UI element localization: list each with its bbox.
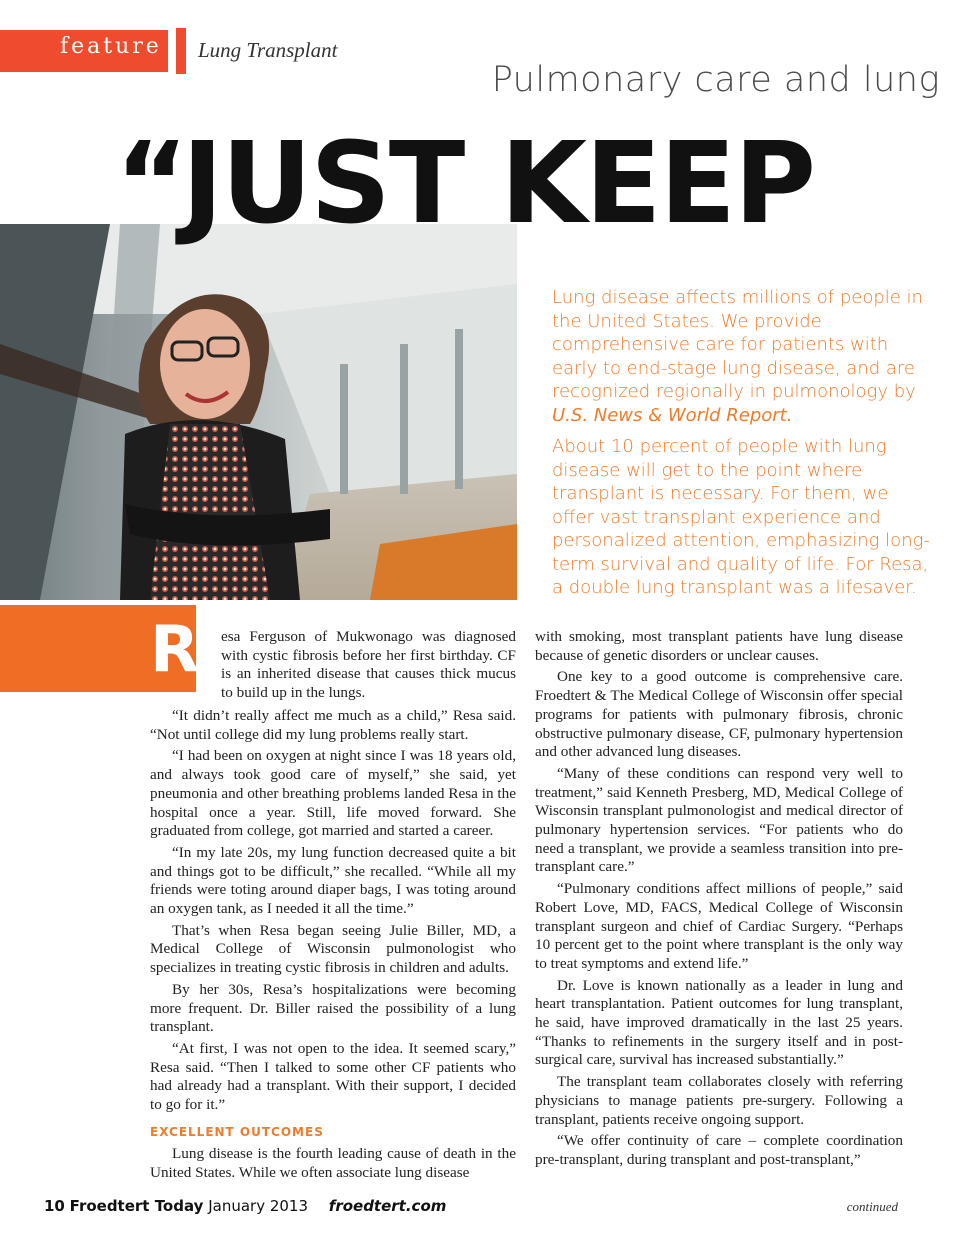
article-paragraph: “We offer continuity of care – complete coordination pre-transplant, during transplant and post-transplant,” <box>535 1132 903 1168</box>
subhead: EXCELLENT OUTCOMES <box>150 1124 324 1139</box>
article-paragraph: “At first, I was not open to the idea. It seemed scary,” Resa said. “Then I talked to some other CF patients who had already had a transplant. With their support, I decided to go for it.” <box>150 1039 516 1114</box>
article-paragraph: “Pulmonary conditions affect millions of people,” said Robert Love, MD, FACS, Medical College of Wisconsin transplant surgeon and chief of Cardiac Surgery. “Perhaps 10 percent get to the point where transplant is the only way to treat symptoms and extend life.” <box>535 880 903 972</box>
header-divider <box>176 28 186 74</box>
article-paragraph: Dr. Love is known nationally as a leader in lung and heart transplantation. Patient outcomes for lung transplant, he said, have improved dramatically in the last 25 years. “Thanks to refinements in the surgery itself and in post-surgical care, survival has increased substantially.” <box>535 976 903 1069</box>
intro-blurb <box>552 286 932 608</box>
intro-publication: U.S. News & World Report. <box>552 404 793 426</box>
article-column-1 <box>150 707 516 1186</box>
article-paragraph: “Many of these conditions can respond very well to treatment,” said Kenneth Presberg, MD, Medical College of Wisconsin transplant pulmonologist and medical director of pulmonary hypertension services. “For patients who do need a transplant, we provide a seamless transition into pre-transplant care.” <box>535 764 903 876</box>
page-number: 10 <box>44 1197 65 1215</box>
continued-note: continued <box>846 1199 898 1214</box>
page-footer <box>44 1197 446 1215</box>
magazine-name: Froedtert Today <box>69 1197 204 1215</box>
drop-cap-letter: R <box>150 613 200 687</box>
article-paragraph: with smoking, most transplant patients have lung disease because of genetic disorders or unclear causes. <box>535 628 903 664</box>
article-column-2 <box>535 628 903 1173</box>
article-paragraph: The transplant team collaborates closely with referring physicians to manage patients pre-surgery. Following a transplant, patients receive ongoing support. <box>535 1073 903 1128</box>
article-paragraph: “In my late 20s, my lung function decreased quite a bit and things got to be difficult,” she recalled. “While all my friends were toting around diaper bags, I was toting around an oxygen tank, as I needed it all the time.” <box>150 843 516 918</box>
article-paragraph: One key to a good outcome is comprehensive care. Froedtert & The Medical College of Wisconsin offer special programs for patients with pulmonary fibrosis, chronic obstructive pulmonary disease, CF, pulmonary hypertension and other advanced lung diseases. <box>535 668 903 761</box>
article-paragraph: That’s when Resa began seeing Julie Biller, MD, a Medical College of Wisconsin pulmonologist who specializes in treating cystic fibrosis in children and adults. <box>150 921 516 977</box>
intro-paragraph-1 <box>552 286 932 427</box>
intro-paragraph-2: About 10 percent of people with lung disease will get to the point where transplant is necessary. For them, we offer vast transplant experience and personalized attention, emphasizing long-term survival and quality of life. For Resa, a double lung transplant was a lifesaver. <box>552 436 930 598</box>
page-subtitle: Pulmonary care and lung <box>491 60 940 100</box>
feature-tag-label: feature <box>60 34 162 59</box>
article-paragraph: “I had been on oxygen at night since I was 18 years old, and always took good care of myself,” she said, yet pneumonia and other breathing problems landed Resa in the hospital once a year. Still, life moved forward. She graduated from college, got married and started a career. <box>150 747 516 840</box>
article-paragraph: “It didn’t really affect me much as a child,” Resa said. “Not until college did my lung problems really start. <box>150 707 516 743</box>
woman-portrait-photo <box>0 224 517 600</box>
intro-text: Lung disease affects millions of people in the United States. We provide comprehensive care for patients with early to end-stage lung disease, and are recognized regionally in pulmonology by <box>552 287 923 402</box>
article-paragraph: Lung disease is the fourth leading cause of death in the United States. While we often associate lung disease <box>150 1145 516 1182</box>
website-link[interactable]: froedtert.com <box>328 1197 447 1215</box>
section-label: Lung Transplant <box>198 38 338 62</box>
article-first-paragraph: esa Ferguson of Mukwonago was diagnosed with cystic fibrosis before her first birthday. CF is an inherited disease that causes thick mucus to build up in the lungs. <box>221 628 516 702</box>
headline: “JUST KEEP <box>115 119 815 249</box>
issue-date: January 2013 <box>208 1197 309 1215</box>
article-paragraph: By her 30s, Resa’s hospitalizations were becoming more frequent. Dr. Biller raised the possibility of a lung transplant. <box>150 980 516 1036</box>
